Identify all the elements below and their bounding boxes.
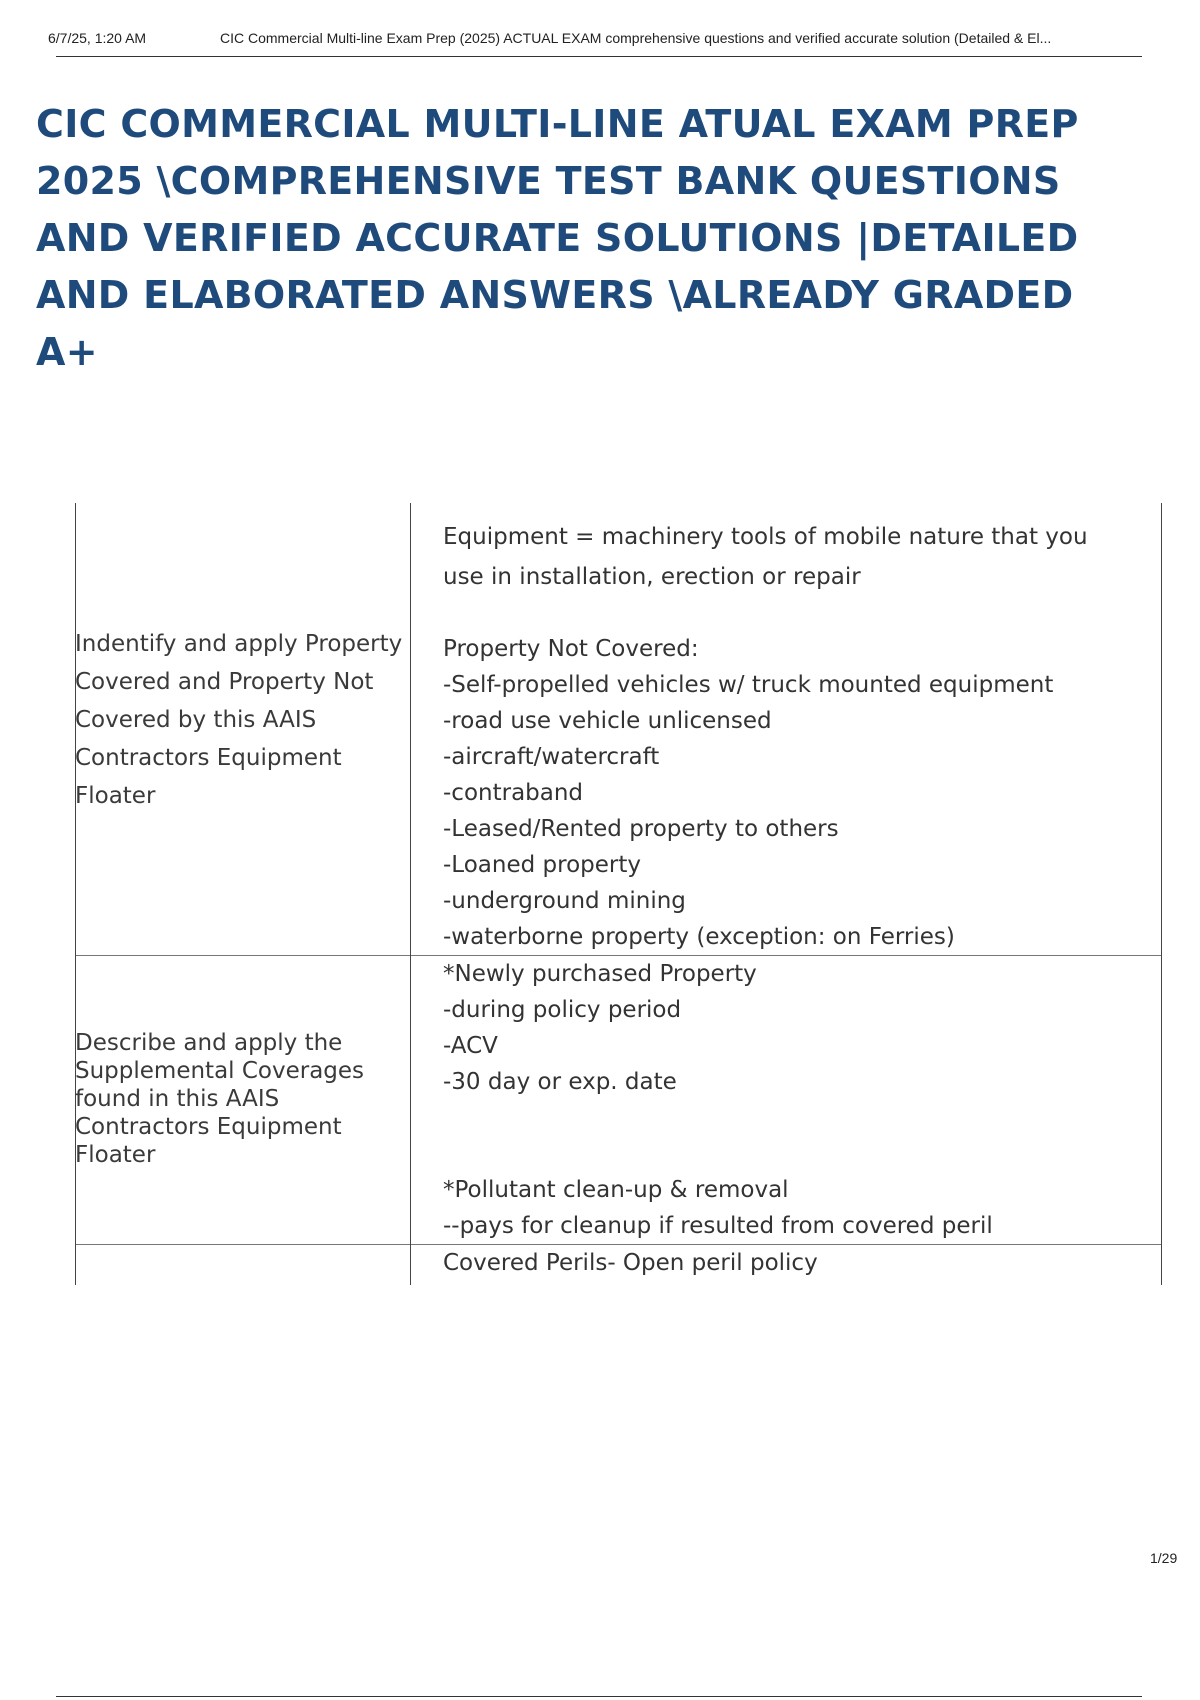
term-line: Describe and apply the <box>75 1029 343 1056</box>
definition-line: -road use vehicle unlicensed <box>443 708 772 734</box>
header-rule <box>56 56 1142 57</box>
term-line: Supplemental Coverages <box>75 1057 365 1084</box>
print-date: 6/7/25, 1:20 AM <box>48 30 147 46</box>
definition-line: *Pollutant clean-up & removal <box>443 1177 789 1203</box>
definition-line: *Newly purchased Property <box>443 961 757 987</box>
definition-spacer <box>443 597 1161 631</box>
footer-rule <box>56 1696 1142 1697</box>
term-cell <box>76 956 411 1245</box>
term-line: Covered and Property Not <box>75 668 374 695</box>
definition-cell <box>411 1245 1162 1285</box>
term-line: Floater <box>75 1141 156 1168</box>
term-line: found in this AAIS <box>75 1085 280 1112</box>
title-line: AND VERIFIED ACCURATE SOLUTIONS |DETAILED <box>36 216 1079 260</box>
table-row <box>76 956 1162 1245</box>
definition-line: -30 day or exp. date <box>443 1069 677 1095</box>
definition-line: Equipment = machinery tools of mobile nature that you <box>443 524 1088 550</box>
definition-line: -ACV <box>443 1033 498 1059</box>
definition-line: --pays for cleanup if resulted from covered peril <box>443 1213 993 1239</box>
definition-line: -during policy period <box>443 997 682 1023</box>
definition-line: -Self-propelled vehicles w/ truck mounted equipment <box>443 672 1054 698</box>
print-header <box>48 30 1178 50</box>
term-line: Contractors Equipment <box>75 1113 342 1140</box>
title-line: 2025 \COMPREHENSIVE TEST BANK QUESTIONS <box>36 159 1061 203</box>
definition-line: -waterborne property (exception: on Ferries) <box>443 924 955 950</box>
definition-line: Covered Perils- Open peril policy <box>443 1250 818 1276</box>
definition-line: -underground mining <box>443 888 686 914</box>
definition-line: use in installation, erection or repair <box>443 564 861 590</box>
title-line: A+ <box>36 330 98 374</box>
definition-line: -contraband <box>443 780 584 806</box>
term-cell <box>76 503 411 956</box>
definition-line: Property Not Covered: <box>443 636 699 662</box>
flashcard-table <box>75 503 1162 1285</box>
table-row <box>76 1245 1162 1285</box>
page-number: 1/29 <box>1150 1550 1178 1566</box>
definition-line: -Loaned property <box>443 852 641 878</box>
term-line: Covered by this AAIS <box>75 706 317 733</box>
print-doc-title: CIC Commercial Multi-line Exam Prep (2025) ACTUAL EXAM comprehensive questions and verified accurate solution (Detailed & El... <box>220 30 1052 46</box>
term-cell <box>76 1245 411 1285</box>
definition-line: -Leased/Rented property to others <box>443 816 839 842</box>
definition-cell <box>411 503 1162 956</box>
page-title <box>36 96 1176 381</box>
definition-line: -aircraft/watercraft <box>443 744 660 770</box>
definition-spacer <box>443 1136 1161 1172</box>
title-line: AND ELABORATED ANSWERS \ALREADY GRADED <box>36 273 1074 317</box>
title-line: CIC COMMERCIAL MULTI-LINE ATUAL EXAM PREP <box>36 102 1079 146</box>
definition-cell <box>411 956 1162 1245</box>
term-line: Indentify and apply Property <box>75 630 403 657</box>
definition-spacer <box>443 1100 1161 1136</box>
table-row <box>76 503 1162 956</box>
term-line: Contractors Equipment Floater <box>75 744 342 809</box>
